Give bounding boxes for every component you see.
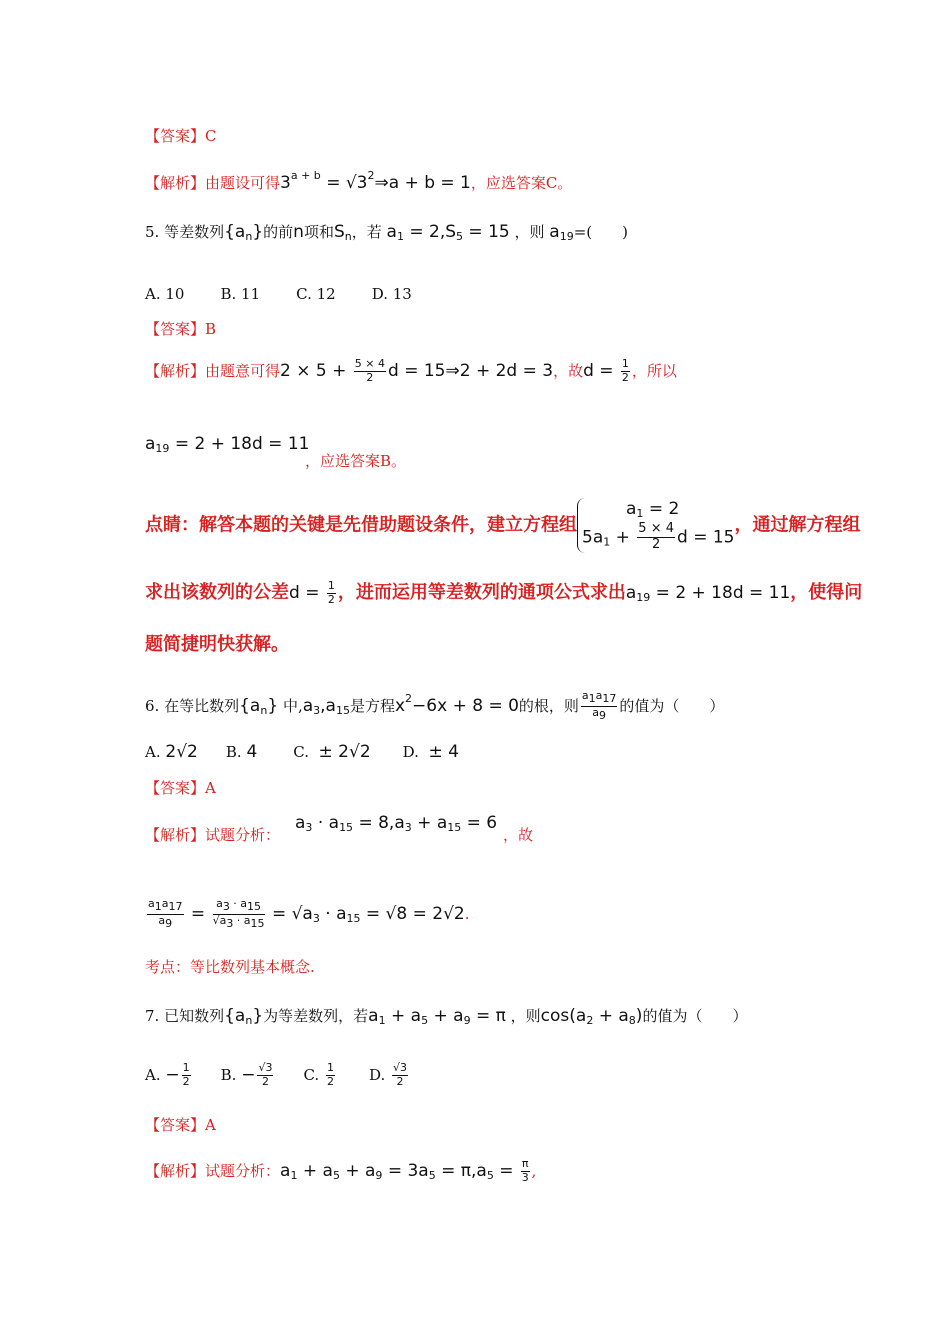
formula: $\{a_n\}$	[239, 696, 279, 718]
formula: $a_3,a_{15}$	[302, 696, 350, 718]
answer-line-q7	[145, 1118, 216, 1133]
answer-line-q5	[145, 322, 216, 337]
option-c: C.	[293, 743, 309, 761]
tip-line-3: 题简捷明快获解。	[145, 634, 289, 655]
tip-line-2: 求出该数列的公差d = $\frac{1}{2}$ ，进而运用等差数列的通项公式求出$a_{19} = 2 + 18d = 11$，使得问	[145, 578, 863, 606]
analysis-line-q7: 【解析】试题分析：$a_1 + a_5 + a_9 = 3a_5 = \pi,a_5$ = $\frac{\pi}{3}$ ,	[145, 1157, 537, 1184]
formula: $\cos(a_2 + a_8)$	[540, 1006, 643, 1027]
formula: $a_{19}$	[549, 222, 574, 243]
analysis-label: 【解析】	[145, 826, 206, 844]
formula: $a_1 + a_5 + a_9 = \pi$	[368, 1006, 506, 1027]
question-6-options: A. 2√2 B. 4 C. ± 2√2 D. ± 4	[145, 742, 459, 762]
formula: $x^2-6x + 8 = 0$	[394, 692, 519, 717]
exam-point-q6: 考点：等比数列基本概念.	[145, 958, 315, 976]
answer-line-q4	[145, 129, 217, 144]
question-6-stem: 6. 在等比数列$\{a_n\}$ 中$,a_3,a_{15}$是方程$x^2-6x + 8 = 0$的根，则 $\frac{a_1a_{17}}{a_9}$ 的值为（ ）	[145, 689, 725, 722]
question-7-stem: 7. 已知数列$\{a_n\}$为等差数列，若$a_1 + a_5 + a_9 = \pi$ ，则$\cos(a_2 + a_8)$的值为（ ）	[145, 1006, 748, 1027]
option-b: B.	[220, 1066, 237, 1085]
question-7-options: A. − $\frac{1}{2}$ B. − $\frac{√3}{2}$ C. $\frac{1}{2}$ D. $\frac{√3}{2}$	[145, 1061, 408, 1088]
formula: $a_3 \cdot a_{15} = 8,a_3 + a_{15} = 6$	[295, 813, 498, 834]
option-d: D. 13	[371, 285, 412, 303]
option-b: B.	[225, 743, 242, 761]
formula: 2 × 5 + $\frac{5 \times 4}{2}$ d = 15⇒2 + 2d = 3	[280, 357, 554, 384]
question-5-options	[145, 287, 412, 302]
answer-label: 【答案】	[145, 320, 206, 338]
formula: n	[293, 222, 304, 242]
answer-label: 【答案】	[145, 779, 206, 797]
exam-point-label: 考点：	[145, 958, 191, 976]
answer-value: A	[205, 779, 216, 797]
answer-value: C	[205, 127, 217, 145]
analysis-line-q5: 【解析】由题意可得2 × 5 + $\frac{5 \times 4}{2}$ d = 15⇒2 + 2d = 3，故d = $\frac{1}{2}$ ，所以	[145, 357, 677, 384]
equation-system: $a_1 = 2$ $5a_1$ + $\frac{5 \times 4}{2}$ d = 15	[577, 498, 734, 553]
analysis-line-q6-cont: $\frac{a_1a_{17}}{a_9}$ = $\frac{a_3 \cdot a_{15}}{√a_3 \cdot a_{15}}$ = $√a_3 \cdot a_{15} = √8 = 2√2$.	[145, 898, 470, 930]
formula: $a_{19} = 2 + 18d = 11$	[145, 434, 310, 455]
option-a: A.	[145, 743, 161, 761]
analysis-label: 【解析】	[145, 1162, 206, 1181]
option-a: A. 10	[145, 285, 185, 303]
option-b: B. 11	[220, 285, 261, 303]
answer-label: 【答案】	[145, 127, 206, 145]
answer-value: A	[205, 1116, 216, 1134]
option-c: C. 12	[296, 285, 336, 303]
analysis-line-q6-post: ，故	[503, 826, 534, 844]
answer-value: B	[205, 320, 217, 338]
analysis-line-q6: 【解析】试题分析：	[145, 826, 281, 844]
analysis-line-q5-cont	[145, 436, 309, 454]
formula: $\frac{a_1a_{17}}{a_9}$ = $\frac{a_3 \cdot a_{15}}{√a_3 \cdot a_{15}}$ = $√a_3 \cdot a_{15} = √8 = 2√2$	[148, 897, 465, 930]
answer-label: 【答案】	[145, 1116, 206, 1134]
formula: $a_1 + a_5 + a_9 = 3a_5 = \pi,a_5$ = $\frac{\pi}{3}$	[280, 1157, 529, 1184]
option-d: D.	[402, 743, 419, 761]
formula: $\frac{a_1a_{17}}{a_9}$	[581, 689, 617, 722]
analysis-line-q4: 【解析】由题设可得$3^{a + b}$ = $√3^2\Rightarrow a + b = 1$，应选答案C。	[145, 169, 573, 193]
formula: $a_1 = 2,S_5 = 15$	[386, 222, 510, 243]
analysis-label: 【解析】	[145, 174, 206, 192]
option-c: C.	[303, 1066, 320, 1085]
analysis-line-q5-end: ，应选答案B。	[305, 452, 407, 470]
formula: $S_n$	[333, 222, 352, 243]
formula: d = $\frac{1}{2}$	[583, 357, 629, 384]
option-d: D.	[368, 1066, 386, 1085]
answer-line-q6	[145, 781, 216, 796]
formula: $3^{a + b}$ = $√3^2\Rightarrow a + b = 1$	[280, 169, 471, 193]
tip-line-1: 点睛：解答本题的关键是先借助题设条件，建立方程组 $a_1 = 2$ $5a_1$ + $\frac{5 \times 4}{2}$ d = 15 ，通过解方程组	[145, 499, 861, 552]
question-5-stem: 5. 等差数列$\{a_n\}$的前n项和$S_n$，若 $a_1 = 2,S_5 = 15$ ，则 $a_{19}=$( )	[145, 222, 628, 243]
formula: $a_{19} = 2 + 18d = 11$	[625, 583, 791, 604]
analysis-line-q6-formula	[295, 815, 497, 833]
option-a: A.	[145, 1066, 161, 1085]
formula: $\{a_n\}$	[224, 222, 264, 243]
analysis-label: 【解析】	[145, 362, 206, 381]
formula: d = $\frac{1}{2}$	[289, 578, 335, 606]
formula: $\{a_n\}$	[224, 1006, 264, 1027]
